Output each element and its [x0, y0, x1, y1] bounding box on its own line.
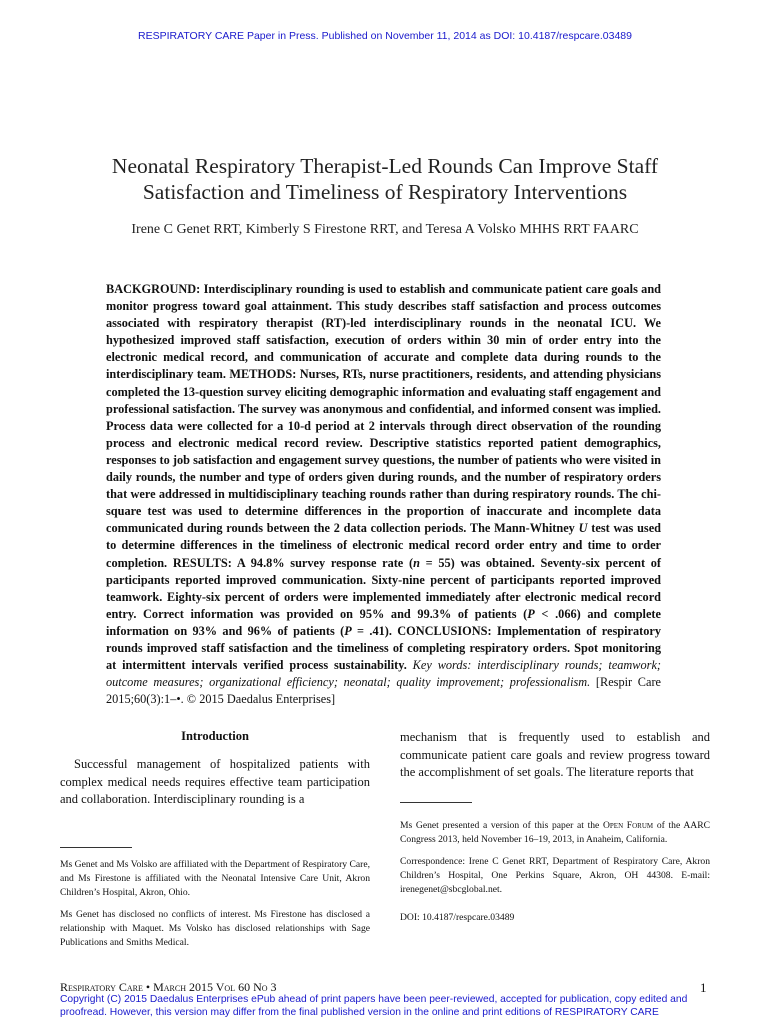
- footnote-rule-right: [400, 802, 472, 803]
- left-column: [60, 729, 370, 958]
- presentation-note: Ms Genet presented a version of this paper at the Open Forum of the AARC Congress 2013, held November 16–19, 2013, in Anaheim, California.: [400, 819, 710, 845]
- keywords: Key words: interdisciplinary rounds; teamwork; outcome measures; organizational efficiency; neonatal; quality improvement; professionalism.: [106, 658, 661, 690]
- introduction-continuation: mechanism that is frequently used to establish and communicate patient care goals and review progress toward the accomplishment of set goals. The literature reports that: [400, 730, 710, 779]
- title-line-1: Neonatal Respiratory Therapist-Led Rounds Can Improve Staff: [111, 154, 659, 178]
- abstract-p2: P: [344, 623, 352, 638]
- disclosure-note: Ms Genet has disclosed no conflicts of interest. Ms Firestone has disclosed a relationship with Maquet. Ms Volsko has disclosed relationships with Sage Publications and Smiths Medical.: [60, 908, 370, 948]
- abstract-p1: P: [527, 606, 535, 621]
- journal-footer: Respiratory Care • March 2015 Vol 60 No 3: [60, 980, 277, 994]
- abstract-text-1: BACKGROUND: Interdisciplinary rounding is used to establish and communicate patient care goals and monitor progress toward goal attainment. This study describes staff satisfaction and process outcomes associated with respiratory therapist (RT)-led interdisciplinary rounds in the neonatal ICU. We hypothesized improved staff satisfaction, execution of orders within 30 min of order entry into the electronic medical record, and communication of accurate and complete data during rounds to the interdisciplinary team. METHODS: Nurses, RTs, nurse practitioners, residents, and attending physicians completed the 13-question survey eliciting demographic information and evaluating staff engagement and professional satisfaction. The survey was anonymous and confidential, and informed consent was implied. Process data were collected for a 10-d period at 2 intervals through direct observation of the rounding process and electronic medical record review. Descriptive statistics reported patient demographics, responses to job satisfaction and engagement survey questions, the number of patients who were visited in daily rounds, the number and type of orders given during rounds, and the number of respiratory orders that were addressed in multidisciplinary teaching rounds rather than during respiratory rounds. The chi-square test was used to determine differences in the proportion of inaccurate and incomplete data communicated during rounds between the 2 data collection periods. The Mann-Whitney: [106, 282, 661, 536]
- title-line-2: Satisfaction and Timeliness of Respiratory Interventions: [142, 180, 628, 204]
- author-list: Irene C Genet RRT, Kimberly S Firestone RRT, and Teresa A Volsko MHHS RRT FAARC: [131, 222, 639, 237]
- citation: [Respir Care 2015;60(3):1–•. © 2015 Daedalus Enterprises]: [106, 675, 662, 707]
- abstract-text-3: = 55) was obtained. Seventy-six percent of participants reported improved communication. Sixty-nine percent of participants reported improved teamwork. Eighty-six percent of orders were implemented immediately after electronic medical record entry. Correct information was provided on 95% and 99.3% of patients (: [106, 555, 661, 621]
- abstract-u: U: [578, 521, 588, 536]
- abstract-text-2: test was used to determine differences in the timeliness of electronic medical record order entry and time to order completion. RESULTS: A 94.8% survey response rate (: [106, 521, 661, 570]
- doi-note: DOI: 10.4187/respcare.03489: [400, 911, 515, 923]
- right-column: [400, 729, 710, 933]
- page-number: 1: [700, 980, 707, 995]
- abstract-text-4: < .066) and complete information on 93% and 96% of patients (: [106, 606, 661, 638]
- footnote-rule-left: [60, 847, 132, 848]
- affiliation-note: Ms Genet and Ms Volsko are affiliated with the Department of Respiratory Care, and Ms Firestone is affiliated with the Neonatal Intensive Care Unit, Akron Children’s Hospital, Akron, Ohio.: [60, 858, 370, 898]
- introduction-heading: Introduction: [181, 729, 249, 743]
- abstract-text-5: = .41). CONCLUSIONS: Implementation of respiratory rounds improved staff satisfaction and the timeliness of completing respiratory orders. Spot monitoring at intermittent intervals verified process sustainability.: [106, 623, 661, 673]
- abstract: [106, 281, 661, 708]
- abstract-n: n: [413, 555, 420, 570]
- article-title: [60, 153, 710, 205]
- paper-in-press-banner: RESPIRATORY CARE Paper in Press. Published on November 11, 2014 as DOI: 10.4187/respcare.03489: [138, 30, 632, 42]
- correspondence-note: Correspondence: Irene C Genet RRT, Department of Respiratory Care, Akron Children’s Hospital, One Perkins Square, Akron, OH 44308. E-mail: irenegenet@sbcglobal.net.: [400, 855, 710, 895]
- introduction-paragraph: Successful management of hospitalized patients with complex medical needs requires effective team participation and collaboration. Interdisciplinary rounding is a: [60, 757, 370, 806]
- copyright-banner: Copyright (C) 2015 Daedalus Enterprises ePub ahead of print papers have been peer-reviewed, accepted for publication, copy edited and proofread. However, this version may differ from the final published version in the online and print editions of RESPIRATORY CARE: [60, 994, 688, 1018]
